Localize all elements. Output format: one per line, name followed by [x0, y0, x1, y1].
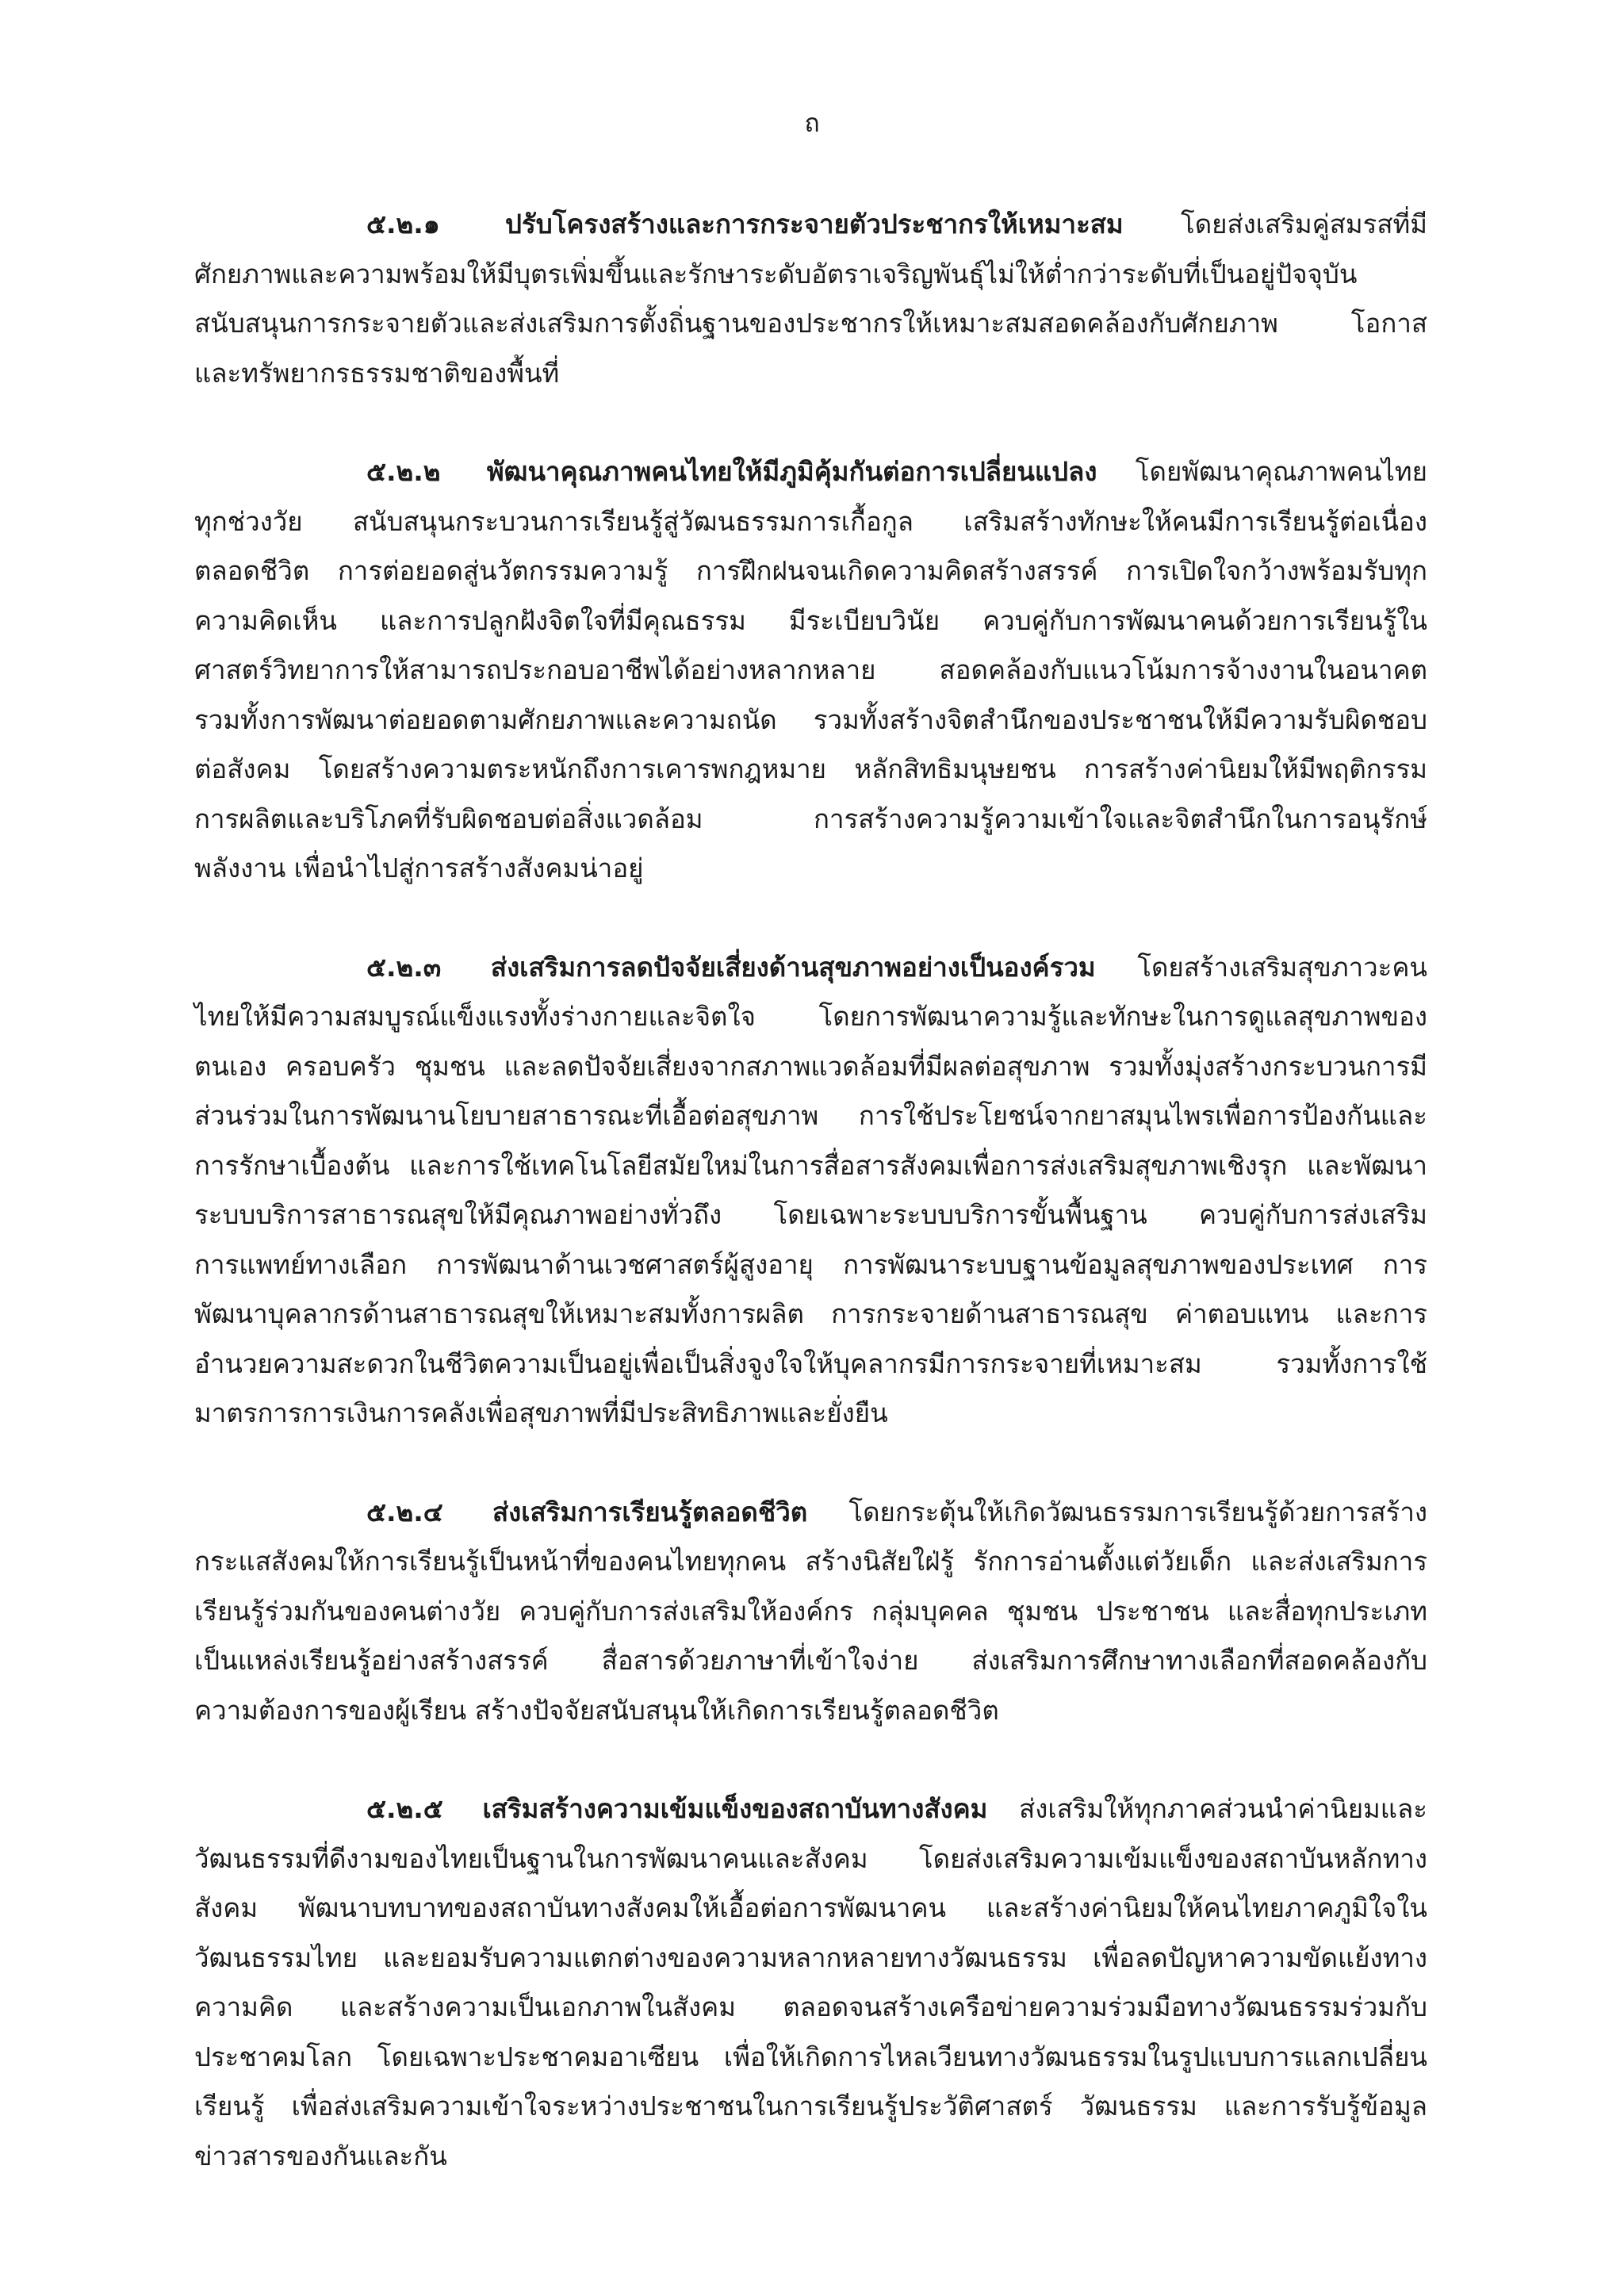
- section-line: ส่วนร่วมในการพัฒนานโยบายสาธารณะที่เอื้อต่อสุขภาพ การใช้ประโยชน์จากยาสมุนไพรเพื่อการป้องกันและ: [194, 1100, 1427, 1131]
- section-number: ๕.๒.๑: [366, 209, 440, 240]
- section-number: ๕.๒.๕: [366, 1793, 443, 1824]
- section-line: ความคิด และสร้างความเป็นเอกภาพในสังคม ตลอดจนสร้างเครือข่ายความร่วมมือทางวัฒนธรรมร่วมกับ: [194, 1991, 1427, 2022]
- page-number: ถ: [804, 108, 820, 138]
- section-line: อำนวยความสะดวกในชีวิตความเป็นอยู่เพื่อเป็นสิ่งจูงใจให้บุคลากรมีการกระจายที่เหมาะสม รวมทั้งการใช้: [194, 1347, 1427, 1379]
- section-line: ทุกช่วงวัย สนับสนุนกระบวนการเรียนรู้สู่วัฒนธรรมการเกื้อกูล เสริมสร้างทักษะให้คนมีการเรียนรู้ต่อเนื่อง: [194, 505, 1427, 537]
- section-5-2-2: [194, 447, 1427, 894]
- section-line: การรักษาเบื้องต้น และการใช้เทคโนโลยีสมัยใหม่ในการสื่อสารสังคมเพื่อการส่งเสริมสุขภาพเชิงรุก และพัฒนา: [194, 1149, 1427, 1181]
- section-5-2-1: [194, 200, 1427, 398]
- section-line: และทรัพยากรธรรมชาติของพื้นที่: [194, 357, 560, 389]
- section-line: ศาสตร์วิทยาการให้สามารถประกอบอาชีพได้อย่างหลากหลาย สอดคล้องกับแนวโน้มการจ้างงานในอนาคต: [194, 654, 1427, 685]
- section-line: ต่อสังคม โดยสร้างความตระหนักถึงการเคารพกฎหมาย หลักสิทธิมนุษยชน การสร้างค่านิยมให้มีพฤติกรรม: [194, 753, 1427, 784]
- section-line: ประชาคมโลก โดยเฉพาะประชาคมอาเซียน เพื่อให้เกิดการไหลเวียนทางวัฒนธรรมในรูปแบบการแลกเปลี่ยน: [194, 2041, 1427, 2072]
- section-title: พัฒนาคุณภาพคนไทยให้มีภูมิคุ้มกันต่อการเปลี่ยนแปลง: [486, 456, 1097, 487]
- section-first-line: [194, 943, 1427, 993]
- section-line: วัฒนธรรมไทย และยอมรับความแตกต่างของความหลากหลายทางวัฒนธรรม เพื่อลดปัญหาความขัดแย้งทาง: [194, 1941, 1427, 1973]
- section-line: สังคม พัฒนาบทบาทของสถาบันทางสังคมให้เอื้อต่อการพัฒนาคน และสร้างค่านิยมให้คนไทยภาคภูมิใจใน: [194, 1892, 1427, 1923]
- section-title: เสริมสร้างความเข้มแข็งของสถาบันทางสังคม: [482, 1793, 988, 1824]
- section-line: ไทยให้มีความสมบูรณ์แข็งแรงทั้งร่างกายและจิตใจ โดยการพัฒนาความรู้และทักษะในการดูแลสุขภาพของ: [194, 1001, 1427, 1032]
- section-line: ข่าวสารของกันและกัน: [194, 2140, 447, 2171]
- section-5-2-3: [194, 943, 1427, 1439]
- section-line: มาตรการการเงินการคลังเพื่อสุขภาพที่มีประสิทธิภาพและยั่งยืน: [194, 1397, 888, 1428]
- section-line: ศักยภาพและความพร้อมให้มีบุตรเพิ่มขึ้นและรักษาระดับอัตราเจริญพันธุ์ไม่ให้ต่ำกว่าระดับที่เป็นอยู่ปัจจุบัน: [194, 258, 1358, 289]
- section-line: ตลอดชีวิต การต่อยอดสู่นวัตกรรมความรู้ การฝึกฝนจนเกิดความคิดสร้างสรรค์ การเปิดใจกว้างพร้อมรับทุก: [194, 555, 1427, 586]
- section-text: ส่งเสริมให้ทุกภาคส่วนนำค่านิยมและ: [1019, 1793, 1427, 1824]
- section-line: รวมทั้งการพัฒนาต่อยอดตามศักยภาพและความถนัด รวมทั้งสร้างจิตสำนึกของประชาชนให้มีความรับผิดชอบ: [194, 703, 1427, 735]
- section-number: ๕.๒.๒: [366, 456, 441, 487]
- section-line: ตนเอง ครอบครัว ชุมชน และลดปัจจัยเสี่ยงจากสภาพแวดล้อมที่มีผลต่อสุขภาพ รวมทั้งมุ่งสร้างกระบวนการมี: [194, 1050, 1427, 1082]
- section-text: โดยสร้างเสริมสุขภาวะคน: [1137, 951, 1427, 983]
- section-line: พัฒนาบุคลากรด้านสาธารณสุขให้เหมาะสมทั้งการผลิต การกระจายด้านสาธารณสุข ค่าตอบแทน และการ: [194, 1298, 1427, 1329]
- section-first-line: [194, 200, 1427, 250]
- section-line: ระบบบริการสาธารณสุขให้มีคุณภาพอย่างทั่วถึง โดยเฉพาะระบบบริการขั้นพื้นฐาน ควบคู่กับการส่งเสริม: [194, 1199, 1427, 1230]
- section-line: สนับสนุนการกระจายตัวและส่งเสริมการตั้งถิ่นฐานของประชากรให้เหมาะสมสอดคล้องกับศักยภาพ โอกาส: [194, 308, 1427, 339]
- section-line: เรียนรู้ร่วมกันของคนต่างวัย ควบคู่กับการส่งเสริมให้องค์กร กลุ่มบุคคล ชุมชน ประชาชน และสื่อทุกประเภท: [194, 1595, 1427, 1627]
- section-text: โดยส่งเสริมคู่สมรสที่มี: [1181, 209, 1427, 240]
- section-line: ความต้องการของผู้เรียน สร้างปัจจัยสนับสนุนให้เกิดการเรียนรู้ตลอดชีวิต: [194, 1694, 999, 1726]
- section-title: ส่งเสริมการเรียนรู้ตลอดชีวิต: [492, 1496, 808, 1527]
- section-title: ปรับโครงสร้างและการกระจายตัวประชากรให้เหมาะสม: [505, 209, 1124, 240]
- section-line: วัฒนธรรมที่ดีงามของไทยเป็นฐานในการพัฒนาคนและสังคม โดยส่งเสริมความเข้มแข็งของสถาบันหลักทาง: [194, 1842, 1427, 1874]
- section-line: การผลิตและบริโภคที่รับผิดชอบต่อสิ่งแวดล้อม การสร้างความรู้ความเข้าใจและจิตสำนึกในการอนุรักษ์: [194, 803, 1427, 834]
- section-line: พลังงาน เพื่อนำไปสู่การสร้างสังคมน่าอยู่: [194, 853, 644, 884]
- section-line: ความคิดเห็น และการปลูกฝังจิตใจที่มีคุณธรรม มีระเบียบวินัย ควบคู่กับการพัฒนาคนด้วยการเรียนรู้ใน: [194, 604, 1427, 636]
- section-line: เรียนรู้ เพื่อส่งเสริมความเข้าใจระหว่างประชาชนในการเรียนรู้ประวัติศาสตร์ วัฒนธรรม และการรับรู้ข้อมูล: [194, 2091, 1427, 2122]
- section-line: เป็นแหล่งเรียนรู้อย่างสร้างสรรค์ สื่อสารด้วยภาษาที่เข้าใจง่าย ส่งเสริมการศึกษาทางเลือกที่สอดคล้องกับ: [194, 1645, 1427, 1676]
- section-line: การแพทย์ทางเลือก การพัฒนาด้านเวชศาสตร์ผู้สูงอายุ การพัฒนาระบบฐานข้อมูลสุขภาพของประเทศ การ: [194, 1248, 1427, 1280]
- section-text: โดยพัฒนาคุณภาพคนไทย: [1135, 456, 1427, 487]
- section-title: ส่งเสริมการลดปัจจัยเสี่ยงด้านสุขภาพอย่างเป็นองค์รวม: [490, 951, 1096, 983]
- section-text: โดยกระตุ้นให้เกิดวัฒนธรรมการเรียนรู้ด้วยการสร้าง: [848, 1496, 1427, 1527]
- section-5-2-5: [194, 1784, 1427, 2181]
- section-5-2-4: [194, 1488, 1427, 1736]
- section-number: ๕.๒.๓: [366, 951, 442, 983]
- section-first-line: [194, 447, 1427, 497]
- section-first-line: [194, 1488, 1427, 1538]
- section-line: กระแสสังคมให้การเรียนรู้เป็นหน้าที่ของคนไทยทุกคน สร้างนิสัยใฝ่รู้ รักการอ่านตั้งแต่วัยเด็ก และส่งเสริมการ: [194, 1546, 1427, 1577]
- document-body: [194, 200, 1427, 2230]
- section-first-line: [194, 1784, 1427, 1834]
- section-number: ๕.๒.๔: [366, 1496, 443, 1527]
